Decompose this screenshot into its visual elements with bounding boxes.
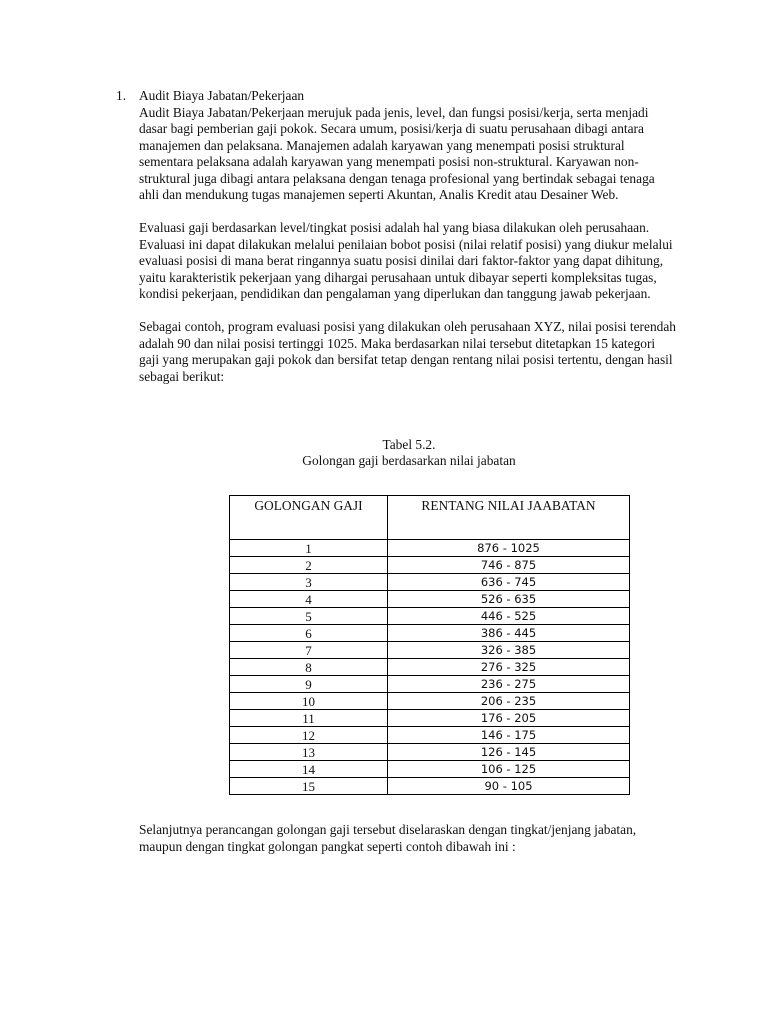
table-row <box>230 676 630 693</box>
section-number: 1. <box>116 88 127 103</box>
range-cell: 90 - 105 <box>388 778 630 795</box>
table-row <box>230 727 630 744</box>
table-row <box>230 591 630 608</box>
table-row <box>230 761 630 778</box>
section-heading <box>116 88 676 105</box>
paragraph-evaluation: Evaluasi gaji berdasarkan level/tingkat posisi adalah hal yang biasa dilakukan oleh perusahaan. Evaluasi ini dapat dilakukan melalui penilaian bobot posisi (nilai relatif posisi) yang diukur melalui evaluasi posisi di mana berat ringannya suatu posisi dinilai dari faktor-faktor yang dapat dihitung, yaitu karakteristik pekerjaan yang dihargai perusahaan untuk dibayar seperti kompleksitas tugas, kondisi pekerjaan, pendidikan dan pengalaman yang diperlukan dan tanggung jawab pekerjaan. <box>139 220 673 301</box>
table-row <box>230 710 630 727</box>
paragraph-definition: Audit Biaya Jabatan/Pekerjaan merujuk pada jenis, level, dan fungsi posisi/kerja, serta menjadi dasar bagi pemberian gaji pokok. Secara umum, posisi/kerja di suatu perusahaan dibagi antara manajemen dan pelaksana. Manajemen adalah karyawan yang menempati posisi struktural sementara pelaksana adalah karyawan yang menempati posisi non-struktural. Karyawan non-struktural juga dibagi antara pelaksana dengan tenaga profesional yang bertindak sebagai tenaga ahli dan mendukung tugas manajemen seperti Akuntan, Analis Kredit atau Desainer Web. <box>139 104 655 202</box>
table-row <box>230 744 630 761</box>
range-cell: 526 - 635 <box>388 591 630 608</box>
grade-cell: 15 <box>230 778 388 795</box>
grade-cell: 5 <box>230 608 388 625</box>
table-row <box>230 659 630 676</box>
salary-grade-table <box>229 495 630 795</box>
paragraph-example: Sebagai contoh, program evaluasi posisi yang dilakukan oleh perusahaan XYZ, nilai posisi terendah adalah 90 dan nilai posisi tertinggi 1025. Maka berdasarkan nilai tersebut ditetapkan 15 kategori gaji yang merupakan gaji pokok dan bersifat tetap dengan rentang nilai posisi tertentu, dengan hasil sebagai berikut: <box>139 319 676 384</box>
range-cell: 326 - 385 <box>388 642 630 659</box>
range-cell: 746 - 875 <box>388 557 630 574</box>
table-row <box>230 574 630 591</box>
range-cell: 876 - 1025 <box>388 540 630 557</box>
table-caption-number: Tabel 5.2. <box>382 437 436 452</box>
table-row <box>230 557 630 574</box>
table-row <box>230 642 630 659</box>
grade-cell: 12 <box>230 727 388 744</box>
grade-cell: 2 <box>230 557 388 574</box>
grade-cell: 14 <box>230 761 388 778</box>
section-title: Audit Biaya Jabatan/Pekerjaan <box>139 88 305 103</box>
table-caption-title: Golongan gaji berdasarkan nilai jabatan <box>302 453 516 468</box>
table-row <box>230 778 630 795</box>
range-cell: 386 - 445 <box>388 625 630 642</box>
closing-paragraph: Selanjutnya perancangan golongan gaji tersebut diselaraskan dengan tingkat/jenjang jabatan, maupun dengan tingkat golongan pangkat seperti contoh dibawah ini : <box>139 822 637 854</box>
section-body <box>139 105 676 386</box>
table-header-row <box>230 496 630 540</box>
table-row <box>230 540 630 557</box>
grade-cell: 11 <box>230 710 388 727</box>
range-cell: 446 - 525 <box>388 608 630 625</box>
table-body <box>230 540 630 795</box>
table-row <box>230 608 630 625</box>
header-rentang-nilai: RENTANG NILAI JAABATAN <box>388 496 630 540</box>
range-cell: 176 - 205 <box>388 710 630 727</box>
range-cell: 146 - 175 <box>388 727 630 744</box>
grade-cell: 4 <box>230 591 388 608</box>
range-cell: 636 - 745 <box>388 574 630 591</box>
table-row <box>230 693 630 710</box>
grade-cell: 6 <box>230 625 388 642</box>
section-audit <box>116 88 676 402</box>
grade-cell: 8 <box>230 659 388 676</box>
range-cell: 276 - 325 <box>388 659 630 676</box>
range-cell: 236 - 275 <box>388 676 630 693</box>
grade-cell: 3 <box>230 574 388 591</box>
header-golongan-gaji: GOLONGAN GAJI <box>230 496 388 540</box>
grade-cell: 1 <box>230 540 388 557</box>
table-row <box>230 625 630 642</box>
grade-cell: 10 <box>230 693 388 710</box>
grade-cell: 9 <box>230 676 388 693</box>
grade-cell: 13 <box>230 744 388 761</box>
range-cell: 126 - 145 <box>388 744 630 761</box>
grade-cell: 7 <box>230 642 388 659</box>
range-cell: 106 - 125 <box>388 761 630 778</box>
range-cell: 206 - 235 <box>388 693 630 710</box>
